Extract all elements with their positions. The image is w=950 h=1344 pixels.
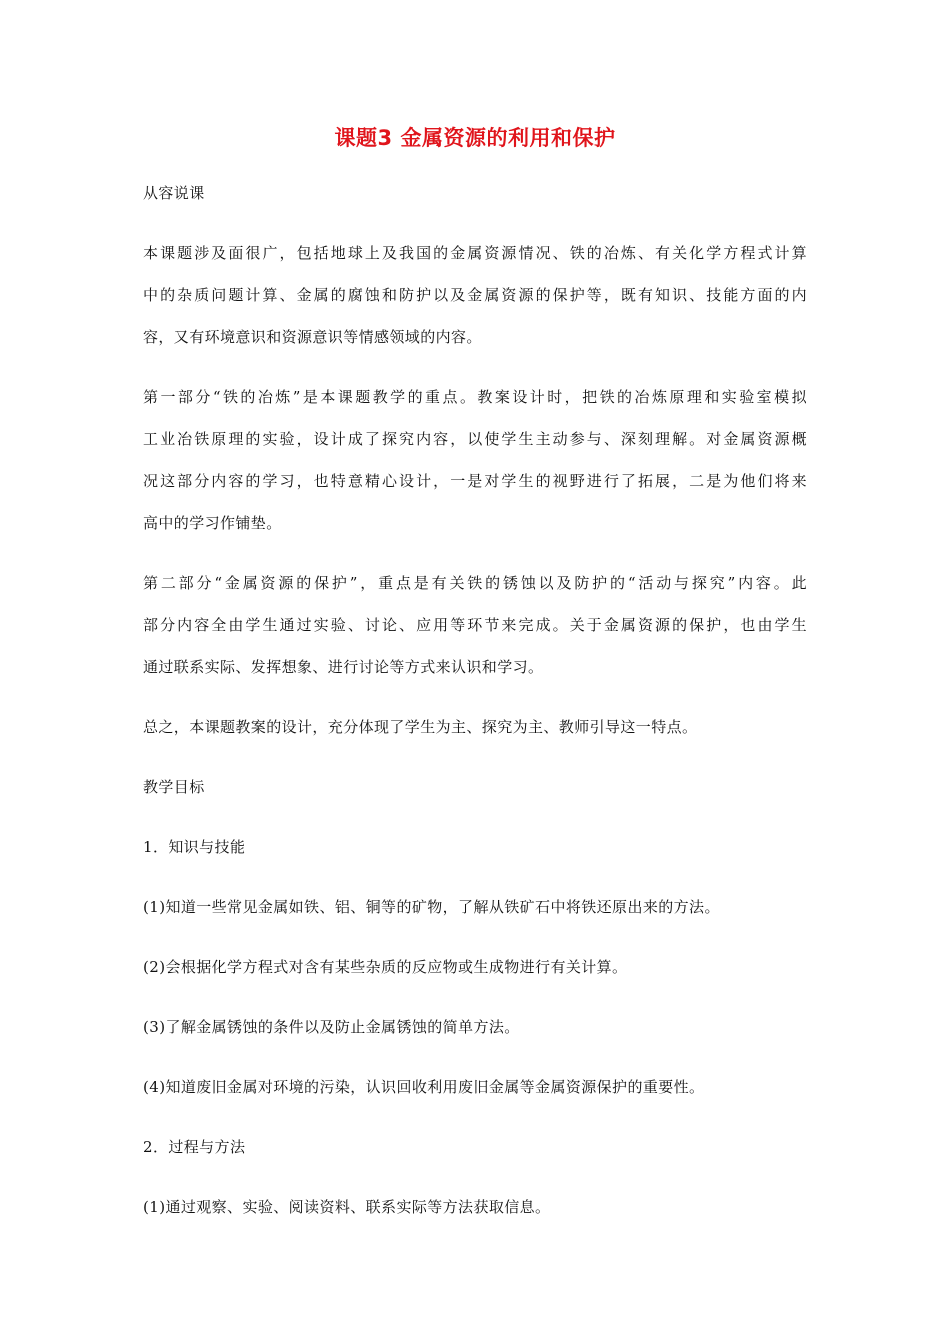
paragraph-line: 工业冶铁原理的实验，设计成了探究内容，以使学生主动参与、深刻理解。对金属资源概 bbox=[143, 430, 807, 448]
heading-congrong: 从容说课 bbox=[143, 184, 205, 202]
paragraph-line: 中的杂质问题计算、金属的腐蚀和防护以及金属资源的保护等，既有知识、技能方面的内 bbox=[143, 286, 807, 304]
goal-item-1: (1)知道一些常见金属如铁、铝、铜等的矿物，了解从铁矿石中将铁还原出来的方法。 bbox=[143, 898, 720, 916]
document-body bbox=[143, 172, 807, 1228]
goal-item-4: (4)知道废旧金属对环境的污染，认识回收利用废旧金属等金属资源保护的重要性。 bbox=[143, 1078, 705, 1096]
section-knowledge-skills: 1．知识与技能 bbox=[143, 838, 246, 856]
heading-goals: 教学目标 bbox=[143, 778, 205, 796]
paragraph-line: 第二部分“金属资源的保护”，重点是有关铁的锈蚀以及防护的“活动与探究”内容。此 bbox=[143, 574, 807, 592]
paragraph-3 bbox=[143, 562, 807, 688]
paragraph-4: 总之，本课题教案的设计，充分体现了学生为主、探究为主、教师引导这一特点。 bbox=[143, 718, 698, 736]
paragraph-line: 部分内容全由学生通过实验、讨论、应用等环节来完成。关于金属资源的保护，也由学生 bbox=[143, 616, 807, 634]
paragraph-line: 第一部分“铁的冶炼”是本课题教学的重点。教案设计时，把铁的冶炼原理和实验室模拟 bbox=[143, 388, 807, 406]
paragraph-line: 通过联系实际、发挥想象、进行讨论等方式来认识和学习。 bbox=[143, 658, 544, 676]
goal-item-3: (3)了解金属锈蚀的条件以及防止金属锈蚀的简单方法。 bbox=[143, 1018, 520, 1036]
document-title: 课题3 金属资源的利用和保护 bbox=[334, 126, 616, 150]
paragraph-1 bbox=[143, 232, 807, 358]
section-process-methods: 2．过程与方法 bbox=[143, 1138, 246, 1156]
goal-item-2: (2)会根据化学方程式对含有某些杂质的反应物或生成物进行有关计算。 bbox=[143, 958, 628, 976]
paragraph-2 bbox=[143, 376, 807, 544]
paragraph-line: 况这部分内容的学习，也特意精心设计，一是对学生的视野进行了拓展，二是为他们将来 bbox=[143, 472, 807, 490]
paragraph-line: 高中的学习作铺垫。 bbox=[143, 514, 282, 532]
paragraph-line: 本课题涉及面很广，包括地球上及我国的金属资源情况、铁的冶炼、有关化学方程式计算 bbox=[143, 244, 807, 262]
method-item-1: (1)通过观察、实验、阅读资料、联系实际等方法获取信息。 bbox=[143, 1198, 551, 1216]
paragraph-line: 容，又有环境意识和资源意识等情感领域的内容。 bbox=[143, 328, 482, 346]
